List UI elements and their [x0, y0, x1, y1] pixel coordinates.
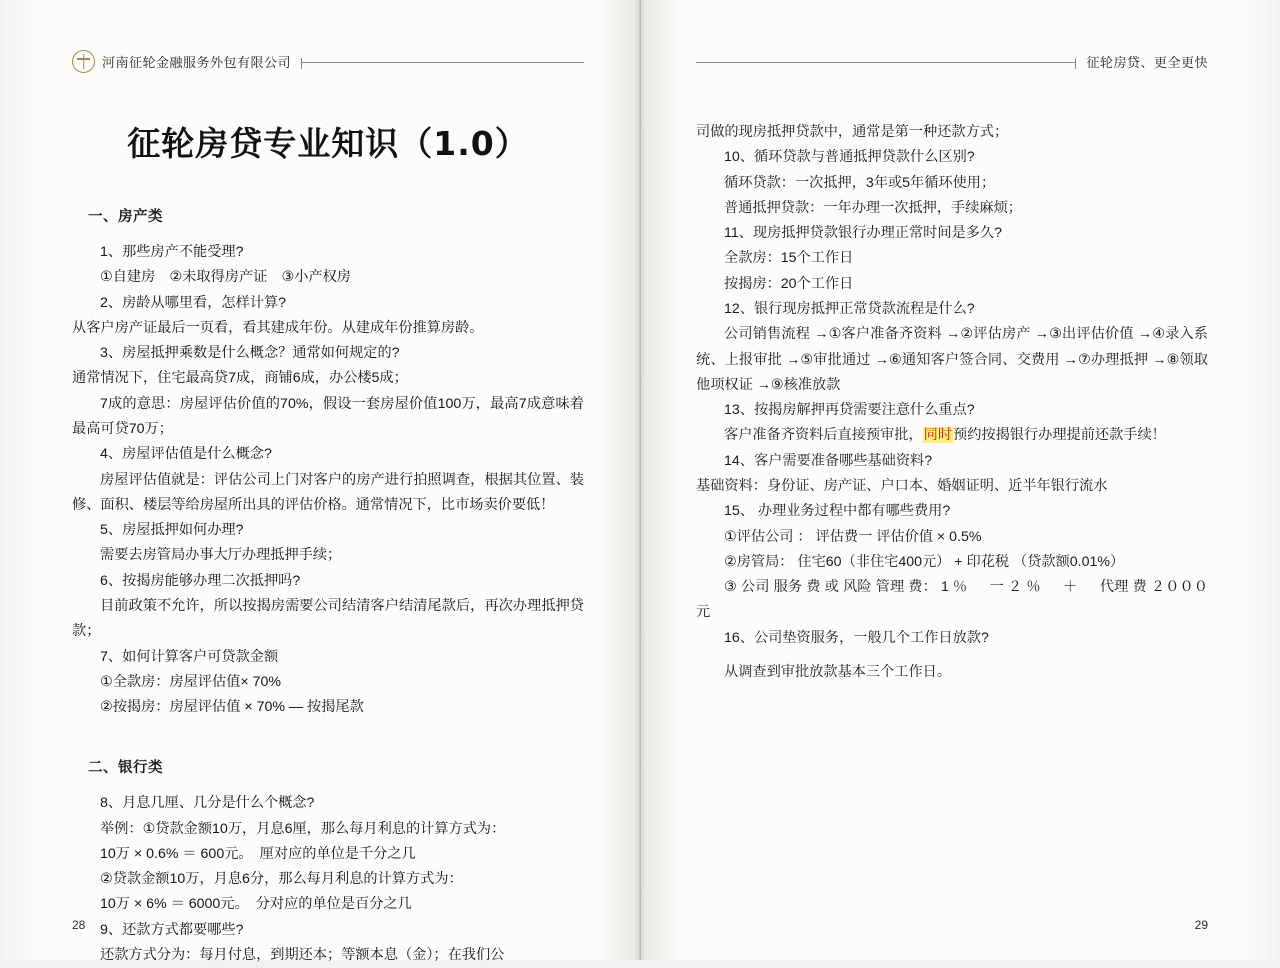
section-heading-bank: 二、银行类	[88, 760, 163, 777]
body-line: 2、房龄从哪里看，怎样计算?	[100, 294, 287, 311]
body-line: ①评估公司 ： 评估费一 评估价值 × 0.5%	[724, 528, 982, 545]
body-line: ②房管局： 住宅60（非住宅400元） + 印花税 （贷款额0.01%）	[724, 553, 1125, 570]
body-line: 12、银行现房抵押正常贷款流程是什么?	[724, 300, 975, 317]
body-line: ②贷款金额10万，月息6分，那么每月利息的计算方式为：	[100, 871, 463, 888]
body-line: 需要去房管局办事大厅办理抵押手续；	[100, 547, 342, 564]
body-line: 13、按揭房解押再贷需要注意什么重点?	[724, 402, 975, 419]
body-line: 14、客户需要准备哪些基础资料?	[724, 452, 933, 469]
body-line: 公司销售流程 →①客户准备齐资料 →②评估房产 →③出评估价值 →④录入系统、上报审批 →⑤审批通过 →⑥通知客户签合同、交费用 →⑦办理抵押 →⑧领取他项权证 →⑨核准放款	[696, 326, 1208, 393]
body-line: 按揭房：20个工作日	[724, 275, 854, 292]
body-line: 1、那些房产不能受理?	[100, 244, 244, 260]
body-line: 3、房屋抵押乘数是什么概念？通常如何规定的?	[100, 345, 400, 362]
body-line: 9、还款方式都要哪些?	[100, 921, 244, 938]
header-company-name: 河南征轮金融服务外包有限公司	[102, 54, 292, 70]
section-heading-property: 一、房产类	[88, 209, 163, 225]
body-line: 6、按揭房能够办理二次抵押吗?	[100, 572, 301, 589]
body-line: 8、月息几厘、几分是什么个概念?	[100, 795, 315, 812]
body-line: 10万 × 6% ＝ 6000元。 分对应的单位是百分之几	[100, 896, 412, 913]
body-line: 还款方式分为：每月付息，到期还本；等额本息（金）；在我们公	[100, 947, 505, 964]
body-line: 举例：①贷款金额10万，月息6厘，那么每月利息的计算方式为：	[100, 820, 506, 837]
page-title: 征轮房贷专业知识（1.0）	[127, 124, 529, 163]
page-number-left: 28	[72, 918, 86, 932]
body-line: 司做的现房抵押贷款中，通常是第一种还款方式；	[696, 124, 1009, 140]
highlight-before: 客户准备齐资料后直接预审批，	[724, 427, 923, 444]
paragraph-gap	[696, 651, 1208, 660]
body-line: 10、循环贷款与普通抵押贷款什么区别?	[724, 149, 975, 166]
body-line: 5、房屋抵押如何办理?	[100, 522, 244, 539]
left-page	[0, 0, 640, 964]
body-line: 房屋评估值就是：评估公司上门对客户的房产进行拍照调查，根据其位置、装修、面积、楼层等给房屋所出具的评估价格。通常情况下，比市场卖价要低！	[72, 471, 584, 513]
body-line: 目前政策不允许，所以按揭房需要公司结清客户结清尾款后，再次办理抵押贷款；	[72, 597, 584, 640]
body-line: 4、房屋评估值是什么概念?	[100, 446, 272, 463]
header-rule	[696, 62, 1076, 63]
header-rule	[301, 62, 584, 63]
left-body-property	[72, 240, 584, 720]
left-body-bank	[72, 791, 584, 968]
highlight-after: 预约按揭银行办理提前还款手续！	[953, 427, 1166, 444]
body-line: 普通抵押贷款：一年办理一次抵押，手续麻烦；	[724, 199, 1022, 216]
body-line: ②按揭房：房屋评估值 × 70% — 按揭尾款	[100, 699, 364, 716]
circle-cross-logo-icon	[72, 50, 95, 73]
page-number-right: 29	[1194, 918, 1208, 932]
highlight-marker: 同时	[923, 427, 953, 444]
body-line: 7成的意思：房屋评估价值的70%，假设一套房屋价值100万，最高7成意味着最高可贷70万；	[72, 395, 584, 437]
book-gutter	[639, 0, 641, 960]
body-line: 全款房：15个工作日	[724, 250, 854, 267]
body-line-highlighted	[696, 423, 1208, 448]
body-line: 循环贷款：一次抵押，3年或5年循环使用；	[724, 174, 996, 191]
left-page-header	[72, 48, 584, 74]
body-line: 16、公司垫资服务，一般几个工作日放款?	[724, 629, 989, 646]
body-line: ①全款房：房屋评估值× 70%	[100, 673, 282, 690]
body-line: 15、 办理业务过程中都有哪些费用?	[724, 503, 951, 520]
body-line: 7、如何计算客户可贷款金额	[100, 648, 279, 665]
body-line: ①自建房 ②未取得房产证 ③小产权房	[100, 269, 351, 286]
right-page	[640, 0, 1280, 960]
body-line: ③ 公司 服务 费 或 风险 管理 费： 1 ％ 一 ２ ％ ＋ 代理 费 ２０００元	[696, 579, 1208, 621]
header-slogan: 征轮房贷、更全更快	[1086, 54, 1208, 70]
body-line: 10万 × 0.6% ＝ 600元。 厘对应的单位是千分之几	[100, 845, 416, 862]
body-line: 基础资料：身份证、房产证、户口本、婚姻证明、近半年银行流水	[696, 477, 1108, 494]
body-line: 从调查到审批放款基本三个工作日。	[724, 663, 952, 680]
right-page-header	[696, 48, 1208, 74]
body-line: 从客户房产证最后一页看，看其建成年份。从建成年份推算房龄。	[72, 319, 484, 336]
body-line: 通常情况下，住宅最高贷7成，商铺6成，办公楼5成；	[72, 370, 408, 387]
body-line: 11、现房抵押贷款银行办理正常时间是多久?	[724, 225, 1002, 242]
right-body	[696, 120, 1208, 685]
